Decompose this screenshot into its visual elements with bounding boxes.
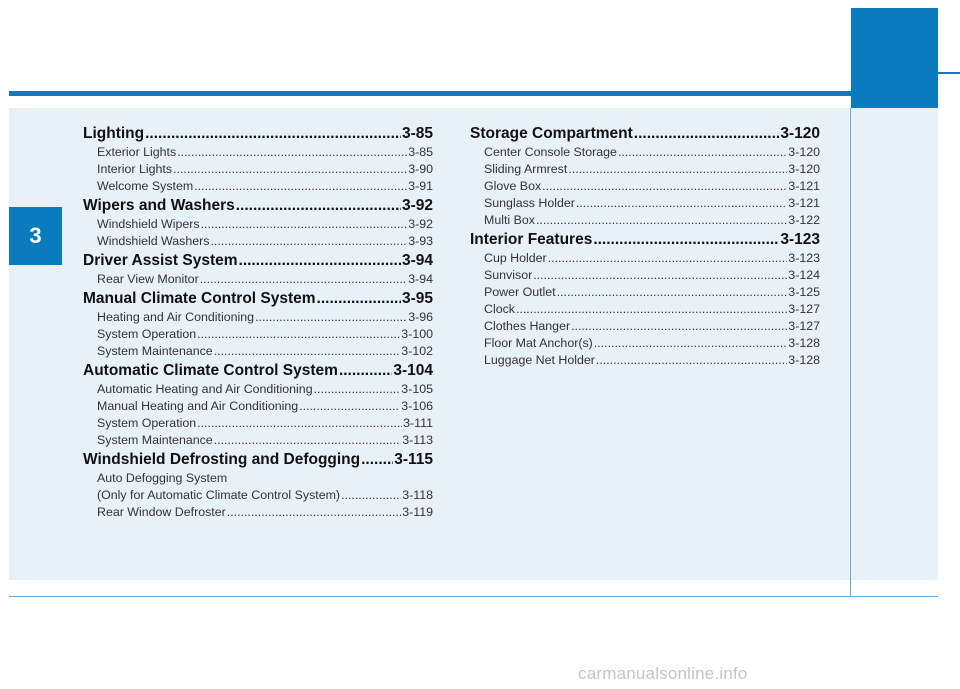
toc-entry[interactable] (470, 212, 820, 229)
toc-entry-page: 3-92 (408, 217, 433, 231)
toc-entry-page: 3-122 (788, 213, 820, 227)
toc-entry-page: 3-102 (401, 344, 433, 358)
toc-entry-page: 3-121 (788, 179, 820, 193)
leader-dots (568, 161, 787, 178)
leader-dots (571, 318, 787, 335)
leader-dots (594, 335, 788, 352)
toc-entry[interactable] (470, 318, 820, 335)
toc-entry-page: 3-90 (408, 162, 433, 176)
toc-entry-title: Multi Box (484, 213, 535, 227)
toc-heading-title: Interior Features (470, 231, 593, 248)
toc-entry-page: 3-120 (788, 145, 820, 159)
toc-entry-page: 3-113 (402, 433, 433, 447)
toc-entry-page: 3-94 (408, 272, 433, 286)
toc-heading[interactable] (83, 123, 433, 144)
leader-dots (634, 123, 780, 144)
toc-entry[interactable] (470, 284, 820, 301)
leader-dots (596, 352, 787, 369)
leader-dots (173, 161, 407, 178)
leader-dots (255, 309, 407, 326)
toc-section (83, 449, 433, 521)
toc-entry-title: Cup Holder (484, 251, 547, 265)
toc-section (470, 123, 820, 229)
toc-entry[interactable] (470, 161, 820, 178)
toc-heading[interactable] (470, 229, 820, 250)
leader-dots (548, 250, 788, 267)
toc-entry-title: Glove Box (484, 179, 542, 193)
leader-dots (339, 360, 392, 381)
toc-heading-page: 3-104 (393, 362, 433, 379)
toc-entry[interactable] (83, 381, 433, 398)
toc-entry[interactable] (470, 335, 820, 352)
toc-entry-title: Rear View Monitor (97, 272, 199, 286)
toc-entry[interactable] (470, 250, 820, 267)
toc-heading-page: 3-95 (401, 290, 433, 307)
toc-entry-page: 3-121 (788, 196, 820, 210)
toc-heading-title: Lighting (83, 125, 145, 142)
toc-entry-title: Power Outlet (484, 285, 556, 299)
toc-section (83, 360, 433, 449)
toc-entry[interactable] (470, 352, 820, 369)
toc-entry[interactable] (470, 144, 820, 161)
toc-heading-page: 3-115 (394, 451, 433, 468)
toc-entry-title: Clock (484, 302, 515, 316)
toc-entry[interactable] (83, 470, 433, 487)
toc-entry-title: Sunvisor (484, 268, 533, 282)
toc-entry[interactable] (83, 144, 433, 161)
corner-tab (851, 8, 938, 108)
leader-dots (210, 233, 407, 250)
toc-heading-page: 3-123 (780, 231, 820, 248)
leader-dots (557, 284, 788, 301)
toc-left-column (83, 123, 433, 521)
toc-heading-page: 3-85 (401, 125, 433, 142)
leader-dots (533, 267, 787, 284)
leader-dots (317, 288, 401, 309)
leader-dots (177, 144, 407, 161)
toc-section (83, 123, 433, 195)
toc-entry-title: Sliding Armrest (484, 162, 568, 176)
margin-rule (850, 108, 851, 596)
toc-entry-title: Exterior Lights (97, 145, 177, 159)
toc-heading-title: Windshield Defrosting and Defogging (83, 451, 361, 468)
toc-entry-title: Windshield Wipers (97, 217, 200, 231)
toc-entry[interactable] (83, 178, 433, 195)
toc-entry[interactable] (83, 398, 433, 415)
toc-entry-title: Luggage Net Holder (484, 353, 595, 367)
toc-entry-page: 3-100 (401, 327, 433, 341)
toc-entry-title: Welcome System (97, 179, 194, 193)
toc-heading-title: Wipers and Washers (83, 197, 235, 214)
toc-entry-page: 3-96 (408, 310, 433, 324)
leader-dots (214, 432, 402, 449)
toc-section (470, 229, 820, 369)
leader-dots (341, 487, 401, 504)
toc-heading[interactable] (83, 449, 433, 470)
toc-entry[interactable] (83, 161, 433, 178)
toc-entry[interactable] (83, 487, 433, 504)
leader-dots (200, 271, 407, 288)
toc-entry[interactable] (470, 178, 820, 195)
toc-entry[interactable] (83, 309, 433, 326)
leader-dots (576, 195, 787, 212)
toc-entry[interactable] (83, 504, 433, 521)
toc-entry-page: 3-111 (403, 416, 433, 430)
toc-entry-title: Automatic Heating and Air Conditioning (97, 382, 313, 396)
toc-entry-title: Heating and Air Conditioning (97, 310, 255, 324)
toc-entry-page: 3-127 (788, 302, 820, 316)
header-rule (9, 91, 851, 96)
leader-dots (361, 449, 393, 470)
toc-section (83, 250, 433, 288)
toc-entry-page: 3-91 (408, 179, 433, 193)
toc-heading-title: Driver Assist System (83, 252, 238, 269)
toc-heading[interactable] (83, 250, 433, 271)
toc-entry[interactable] (83, 326, 433, 343)
toc-entry-page: 3-127 (788, 319, 820, 333)
toc-entry-page: 3-123 (788, 251, 820, 265)
leader-dots (145, 123, 401, 144)
leader-dots (239, 250, 401, 271)
footer-rule (9, 596, 938, 597)
toc-entry[interactable] (83, 343, 433, 360)
toc-entry-title: Auto Defogging System (97, 471, 228, 485)
toc-entry-title: (Only for Automatic Climate Control System) (97, 488, 341, 502)
leader-dots (197, 415, 402, 432)
toc-entry[interactable] (83, 233, 433, 250)
toc-entry-page: 3-119 (402, 505, 433, 519)
leader-dots (516, 301, 787, 318)
toc-heading[interactable] (83, 288, 433, 309)
toc-entry[interactable] (470, 195, 820, 212)
leader-dots (214, 343, 401, 360)
toc-entry-title: Manual Heating and Air Conditioning (97, 399, 299, 413)
toc-entry-title: Rear Window Defroster (97, 505, 226, 519)
toc-heading[interactable] (470, 123, 820, 144)
leader-dots (194, 178, 407, 195)
toc-heading-page: 3-94 (401, 252, 433, 269)
leader-dots (201, 216, 408, 233)
leader-dots (542, 178, 787, 195)
toc-section (83, 195, 433, 250)
toc-entry-page: 3-93 (408, 234, 433, 248)
leader-dots (536, 212, 787, 229)
toc-entry[interactable] (83, 415, 433, 432)
toc-heading-page: 3-120 (780, 125, 820, 142)
toc-entry-page: 3-120 (788, 162, 820, 176)
toc-heading[interactable] (83, 360, 433, 381)
corner-line (938, 72, 960, 74)
leader-dots (314, 381, 401, 398)
toc-heading-title: Storage Compartment (470, 125, 633, 142)
toc-entry-page: 3-106 (401, 399, 433, 413)
toc-entry[interactable] (83, 216, 433, 233)
toc-entry-page: 3-124 (788, 268, 820, 282)
toc-heading-page: 3-92 (401, 197, 433, 214)
toc-heading-title: Automatic Climate Control System (83, 362, 338, 379)
leader-dots (618, 144, 787, 161)
watermark: carmanualsonline.info (578, 664, 748, 683)
toc-entry-page: 3-125 (788, 285, 820, 299)
toc-entry[interactable] (83, 432, 433, 449)
leader-dots (236, 195, 401, 216)
toc-entry-title: System Maintenance (97, 433, 213, 447)
toc-entry-title: Floor Mat Anchor(s) (484, 336, 593, 350)
toc-right-column (470, 123, 820, 369)
toc-heading[interactable] (83, 195, 433, 216)
toc-entry[interactable] (470, 267, 820, 284)
toc-entry-title: System Operation (97, 416, 197, 430)
toc-entry-page: 3-85 (408, 145, 433, 159)
toc-section (83, 288, 433, 360)
toc-entry-title: Center Console Storage (484, 145, 617, 159)
toc-entry-page: 3-118 (402, 488, 433, 502)
toc-entry-page: 3-105 (401, 382, 433, 396)
toc-heading-title: Manual Climate Control System (83, 290, 316, 307)
chapter-number: 3 (29, 223, 42, 248)
toc-entry-page: 3-128 (788, 336, 820, 350)
toc-entry-title: Sunglass Holder (484, 196, 575, 210)
leader-dots (593, 229, 779, 250)
toc-entry-title: Interior Lights (97, 162, 173, 176)
toc-entry-title: Windshield Washers (97, 234, 210, 248)
leader-dots (197, 326, 400, 343)
toc-entry[interactable] (83, 271, 433, 288)
toc-entry[interactable] (470, 301, 820, 318)
leader-dots (227, 504, 401, 521)
leader-dots (299, 398, 400, 415)
toc-entry-title: System Operation (97, 327, 197, 341)
chapter-tab (9, 207, 62, 265)
toc-entry-title: System Maintenance (97, 344, 213, 358)
toc-entry-title: Clothes Hanger (484, 319, 571, 333)
toc-entry-page: 3-128 (788, 353, 820, 367)
